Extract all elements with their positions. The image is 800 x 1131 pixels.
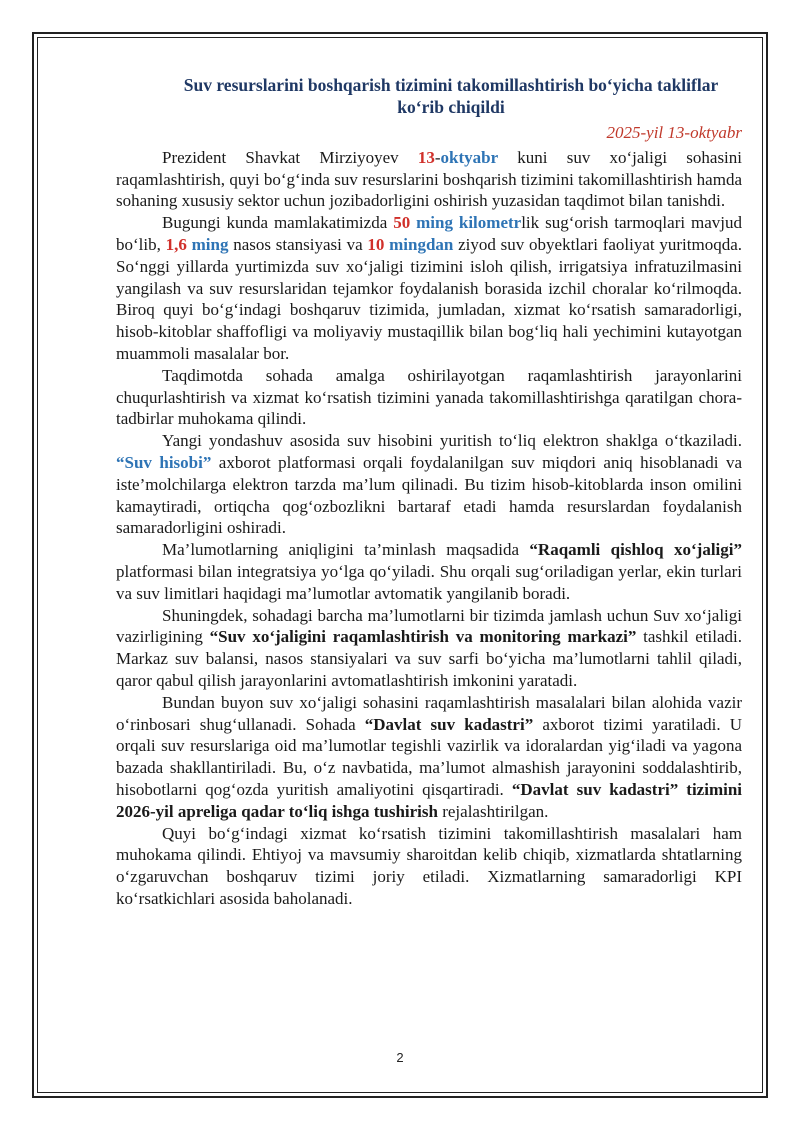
- highlight-text: ming: [186, 234, 229, 254]
- document-title: Suv resurslarini boshqarish tizimini takomillashtirish bo‘yicha takliflar ko‘rib chiqildi: [183, 75, 719, 117]
- text: ziyod suv obyektlari faoliyat yuritmoqda. So‘nggi yillarda yurtimizda suv xo‘jaligi tizimini isloh qilish, irrigatsiya infratuzilmasini yangilash va suv resurslaridan tejamkor foydalanish borasida izchil choralar ko‘rilmoqda. Biroq quyi bo‘g‘indagi boshqaruv tizimida, jumladan, xizmat ko‘rsatish samaradorligi, hisob-kitoblar shaffofligi va moliyaviy mustaqillik bilan bog‘liq hali yechimini kutayotgan muammoli masalalar bor.: [116, 234, 742, 363]
- bold-text: “Davlat suv kadastri” tizimini 2026-yil apreliga qadar to‘liq ishga tushirish: [116, 779, 743, 821]
- text: Bugungi kunda mamlakatimizda: [162, 213, 394, 233]
- text: -: [434, 147, 441, 167]
- text: axborot tizimi yaratiladi. U orqali suv resurslariga oid ma’lumotlar tegishli vazirlik va idoralardan yig‘iladi va yagona bazada shakllantiriladi. Bu, o‘z navbatida, ma’lumot almashish jarayonini soddalashtirib, hisobotlarni qog‘ozda yuritish amaliyotini qisqartiradi.: [116, 714, 742, 799]
- text: Quyi bo‘g‘indagi xizmat ko‘rsatish tizimini takomillashtirish masalalari ham muhokama qilindi. Ehtiyoj va mavsumiy sharoitdan kelib chiqib, xizmatlarda shtatlarning o‘zgaruvchan boshqaruv tizimi joriy etiladi. Xizmatlarning samaradorligi KPI ko‘rsatkichlari asosida baholanadi.: [116, 823, 742, 908]
- highlight-text: oktyabr: [440, 147, 499, 167]
- text: platformasi bilan integratsiya yo‘lga qo‘yiladi. Shu orqali sug‘oriladigan yerlar, ekin turlari va suv limitlari haqidagi ma’lumotlar avtomatik yangilanib boradi.: [116, 561, 742, 603]
- text: tashkil etiladi. Markaz suv balansi, nasos stansiyalari va suv sarfi bo‘yicha ma’lumotlarni tahlil qiladi, qaror qabul qilish jarayonlarini avtomatlashtirish imkonini yaratadi.: [116, 627, 742, 690]
- paragraph-1: [116, 147, 742, 212]
- highlight-text: mingdan: [384, 234, 454, 254]
- paragraph-7: [116, 692, 742, 823]
- paragraph-4: [116, 430, 742, 539]
- highlight-text: “Suv hisobi”: [116, 452, 212, 472]
- paragraph-5: [116, 539, 742, 604]
- text: lik sug‘orish tarmoqlari mavjud bo‘lib,: [116, 213, 743, 254]
- text: Taqdimotda sohada amalga oshirilayotgan raqamlashtirish jarayonlarini chuqurlashtirish va xizmat ko‘rsatish tizimini yanada takomillashtirishga qaratilgan chora-tadbirlar muhokama qilindi.: [116, 365, 742, 429]
- highlight-number: 1,6: [165, 234, 187, 254]
- text: Prezident Shavkat Mirziyoyev: [162, 147, 418, 167]
- text: Shuningdek, sohadagi barcha ma’lumotlarni bir tizimda jamlash uchun Suv xo‘jaligi vazirligining: [116, 605, 742, 647]
- text: axborot platformasi orqali foydalanilgan suv miqdori aniq hisoblanadi va iste’molchilarga elektron tarzda ma’lum qilinadi. Bu tizim hisob-kitoblarda inson omilini kamaytiradi, ortiqcha qog‘ozbozlikni bartaraf etadi hamda resurslardan foydalanish samaradorligini oshiradi.: [116, 452, 743, 538]
- highlight-text: ming kilometr: [410, 213, 522, 233]
- bold-text: “Davlat suv kadastri”: [364, 714, 534, 734]
- highlight-number: 13: [417, 147, 435, 167]
- text: nasos stansiyasi va: [228, 234, 368, 254]
- paragraph-2: [116, 212, 742, 365]
- highlight-number: 50: [393, 213, 411, 233]
- paragraph-8: [116, 823, 742, 910]
- paragraph-6: [116, 605, 742, 692]
- bold-text: “Suv xo‘jaligini raqamlashtirish va monitoring markazi”: [209, 627, 637, 647]
- text: Bundan buyon suv xo‘jaligi sohasini raqamlashtirish masalalari bilan alohida vazir o‘rinbosari shug‘ullanadi. Sohada: [116, 692, 742, 734]
- text: Yangi yondashuv asosida suv hisobini yuritish to‘liq elektron shaklga o‘tkaziladi.: [162, 431, 742, 451]
- text: rejalashtirilgan.: [437, 801, 549, 821]
- page-number: 2: [396, 1050, 404, 1065]
- document-body: [116, 74, 742, 910]
- text: Ma’lumotlarning aniqligini ta’minlash maqsadida: [162, 540, 530, 560]
- bold-text: “Raqamli qishloq xo‘jaligi”: [529, 540, 743, 560]
- document-date: 2025-yil 13-oktyabr: [606, 123, 742, 142]
- highlight-number: 10: [367, 234, 385, 254]
- text: kuni suv xo‘jaligi sohasini raqamlashtirish, quyi bo‘g‘inda suv resurslarini boshqarish tizimini takomillashtirish hamda sohaning xususiy sektor uchun jozibadorligini oshirish yuzasidan taqdimot bilan tanishdi.: [116, 147, 743, 211]
- paragraph-3: [116, 365, 742, 430]
